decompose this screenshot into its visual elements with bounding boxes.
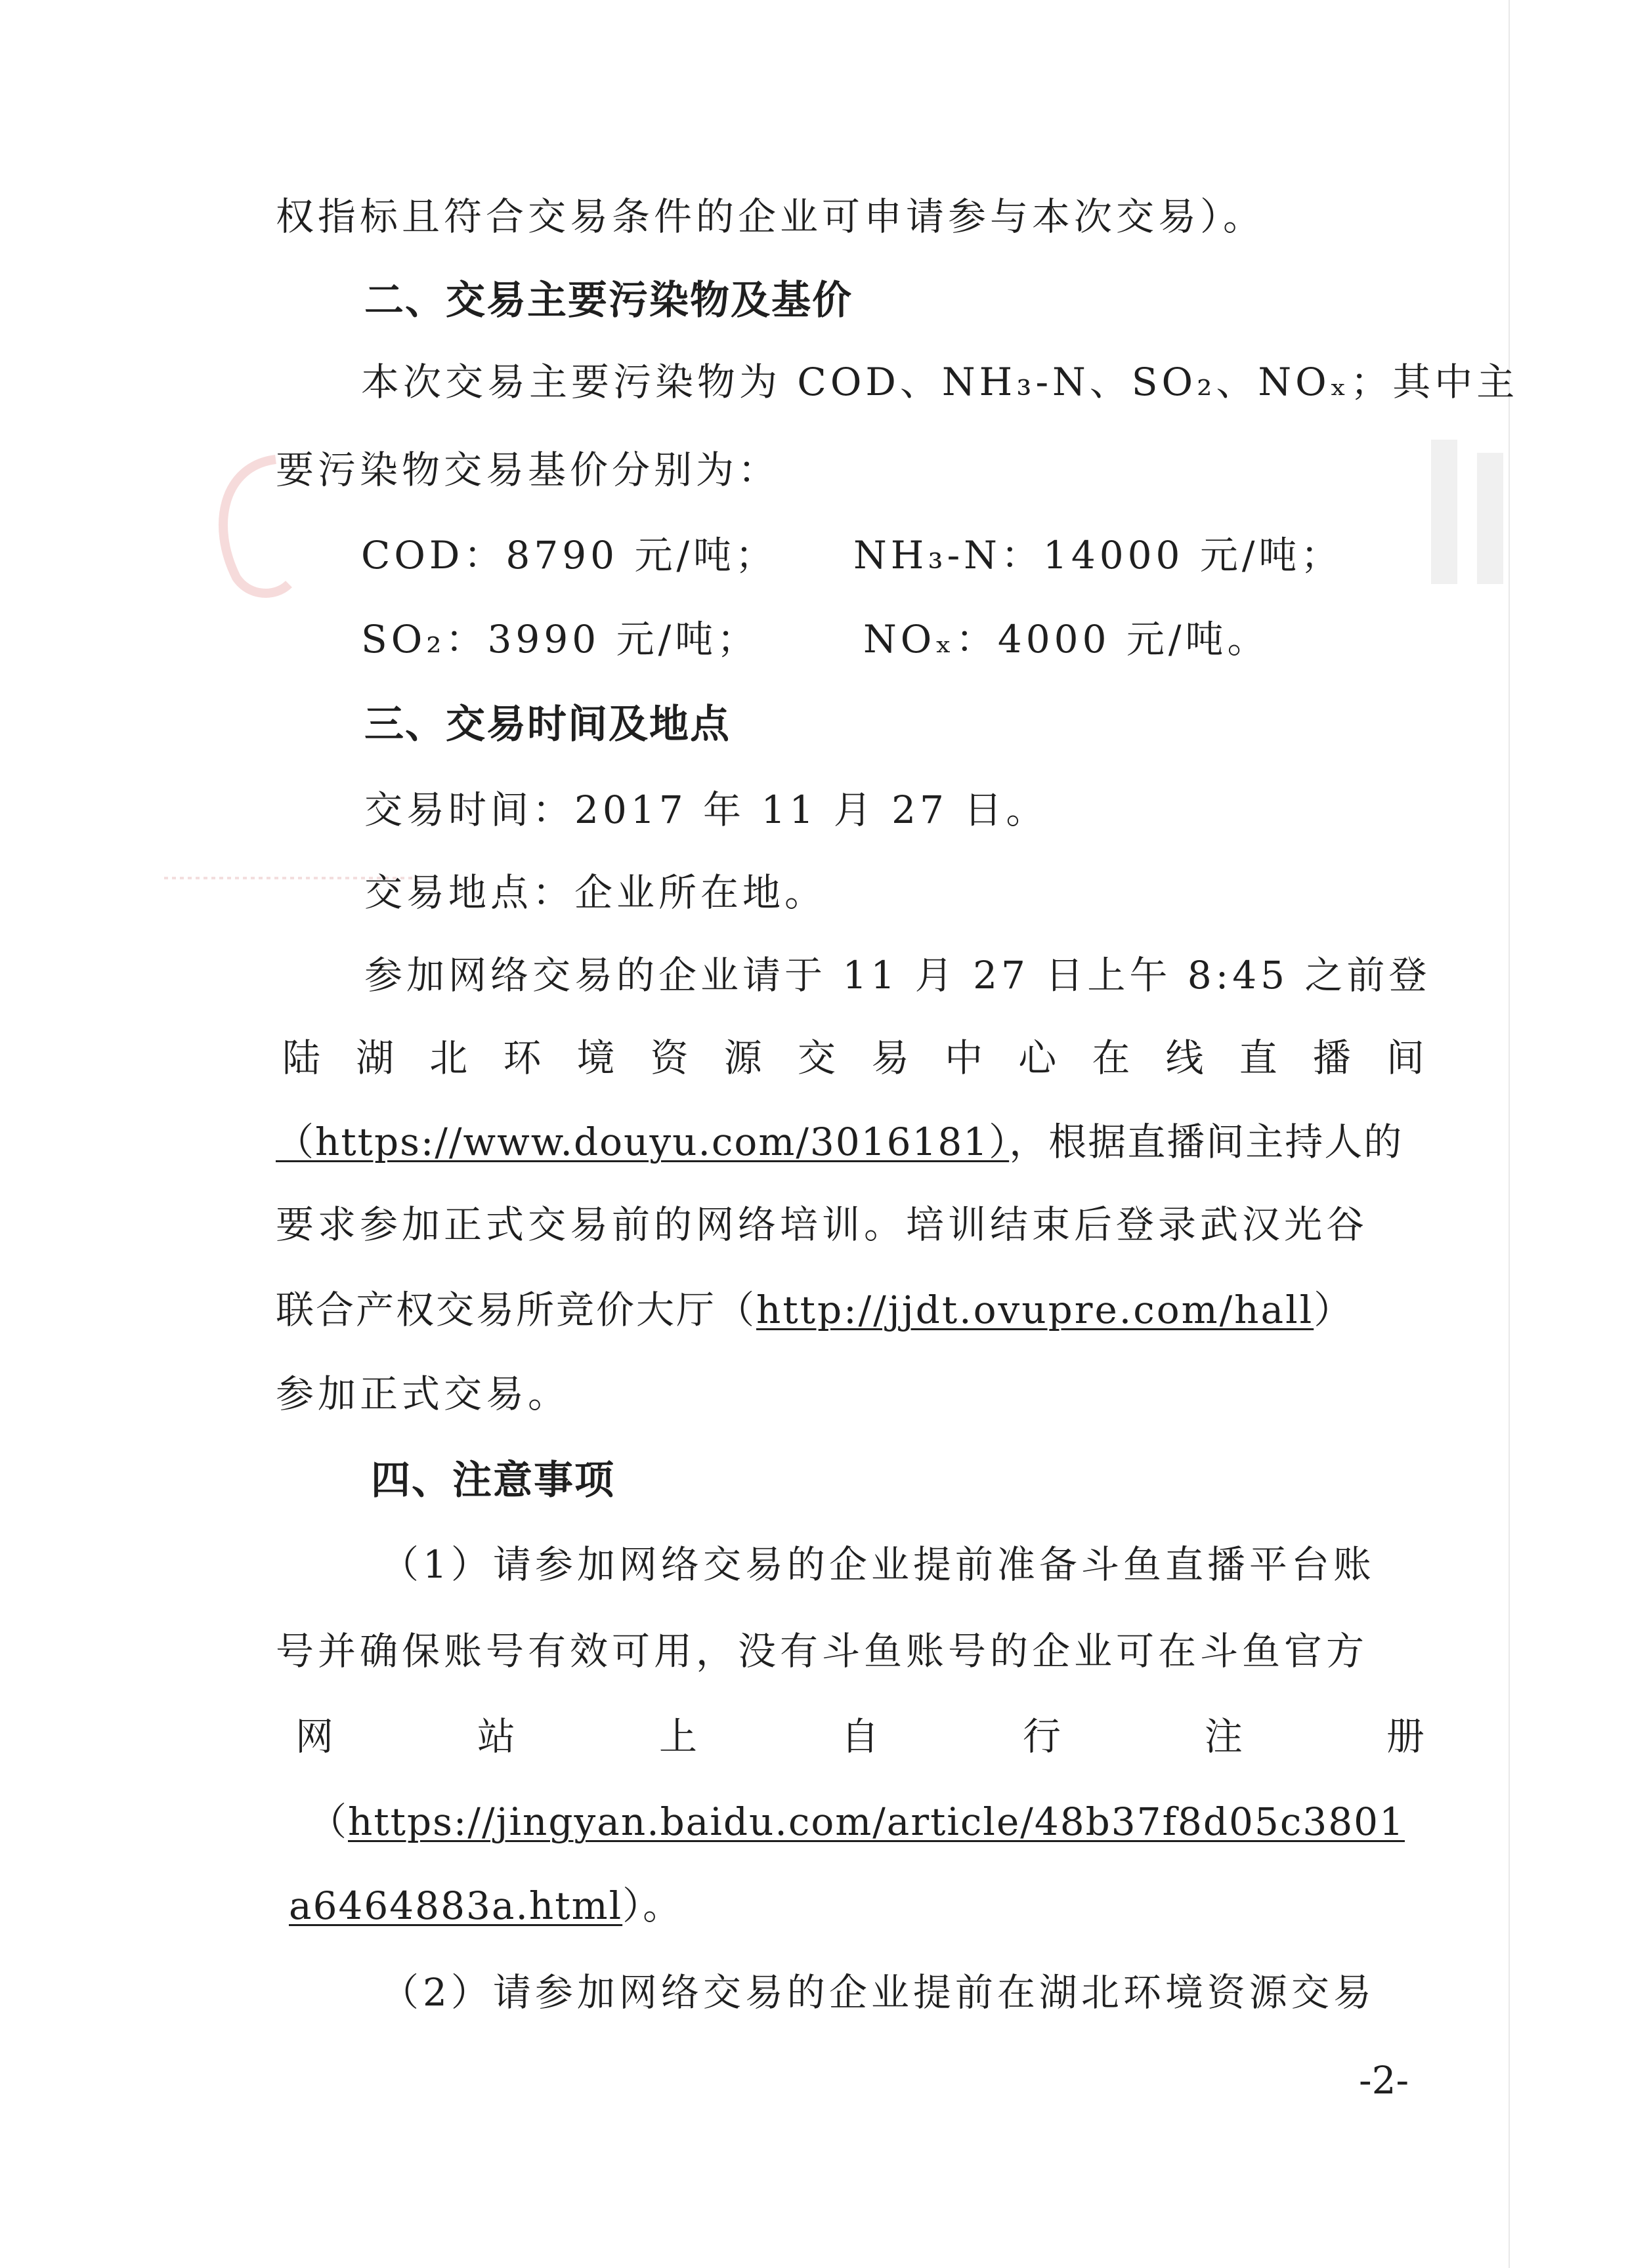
justified-line: 网 站 上 自 行 注 册 bbox=[295, 1714, 1424, 1759]
paragraph-line: （https://jingyan.baidu.com/article/48b37f8d05c3801 bbox=[309, 1799, 1405, 1844]
section-heading-4: 四、注意事项 bbox=[371, 1458, 615, 1503]
page-number: -2- bbox=[1359, 2058, 1409, 2103]
paragraph-line: a6464883a.html）。 bbox=[289, 1883, 683, 1928]
paragraph-line: （1）请参加网络交易的企业提前准备斗鱼直播平台账 bbox=[381, 1542, 1375, 1587]
price-nh3n: NH₃-N：14000 元/吨； bbox=[853, 533, 1343, 578]
paragraph-line: （2）请参加网络交易的企业提前在湖北环境资源交易 bbox=[381, 1970, 1375, 2015]
justified-line: 陆 湖 北 环 境 资 源 交 易 中 心 在 线 直 播 间 bbox=[282, 1036, 1424, 1080]
trade-place: 交易地点：企业所在地。 bbox=[364, 870, 827, 915]
section-heading-3: 三、交易时间及地点 bbox=[364, 702, 731, 747]
register-guide-link-cont[interactable]: a6464883a.html bbox=[289, 1883, 623, 1928]
page-edge-shadow bbox=[1509, 0, 1510, 2268]
price-nox: NOₓ：4000 元/吨。 bbox=[863, 617, 1270, 662]
price-so2: SO₂：3990 元/吨； bbox=[361, 617, 760, 662]
register-guide-link[interactable]: https://jingyan.baidu.com/article/48b37f8d05c3801 bbox=[348, 1799, 1405, 1844]
paragraph-line: 要求参加正式交易前的网络培训。培训结束后登录武汉光谷 bbox=[276, 1202, 1369, 1247]
auction-hall-link[interactable]: http://jjdt.ovupre.com/hall bbox=[756, 1288, 1314, 1332]
section-heading-2: 二、交易主要污染物及基价 bbox=[364, 278, 853, 324]
stamp-bleedthrough-mark bbox=[1418, 427, 1523, 597]
paragraph-line: 本次交易主要污染物为 COD、NH₃-N、SO₂、NOₓ；其中主 bbox=[361, 360, 1519, 404]
paragraph-line: 参加正式交易。 bbox=[276, 1372, 570, 1416]
trade-time: 交易时间：2017 年 11 月 27 日。 bbox=[364, 788, 1048, 832]
paragraph-line: 要污染物交易基价分别为： bbox=[276, 448, 781, 492]
price-cod: COD：8790 元/吨； bbox=[361, 533, 778, 578]
douyu-link[interactable]: （https://www.douyu.com/3016181） bbox=[276, 1120, 1010, 1164]
paragraph-line: 权指标且符合交易条件的企业可申请参与本次交易）。 bbox=[276, 194, 1266, 239]
paragraph-line: 参加网络交易的企业请于 11 月 27 日上午 8:45 之前登 bbox=[364, 953, 1431, 998]
paragraph-line: （https://www.douyu.com/3016181），根据直播间主持人的 bbox=[276, 1120, 1403, 1164]
paragraph-line: 号并确保账号有效可用，没有斗鱼账号的企业可在斗鱼官方 bbox=[276, 1629, 1369, 1673]
paragraph-line: 联合产权交易所竞价大厅（http://jjdt.ovupre.com/hall） bbox=[276, 1288, 1354, 1332]
